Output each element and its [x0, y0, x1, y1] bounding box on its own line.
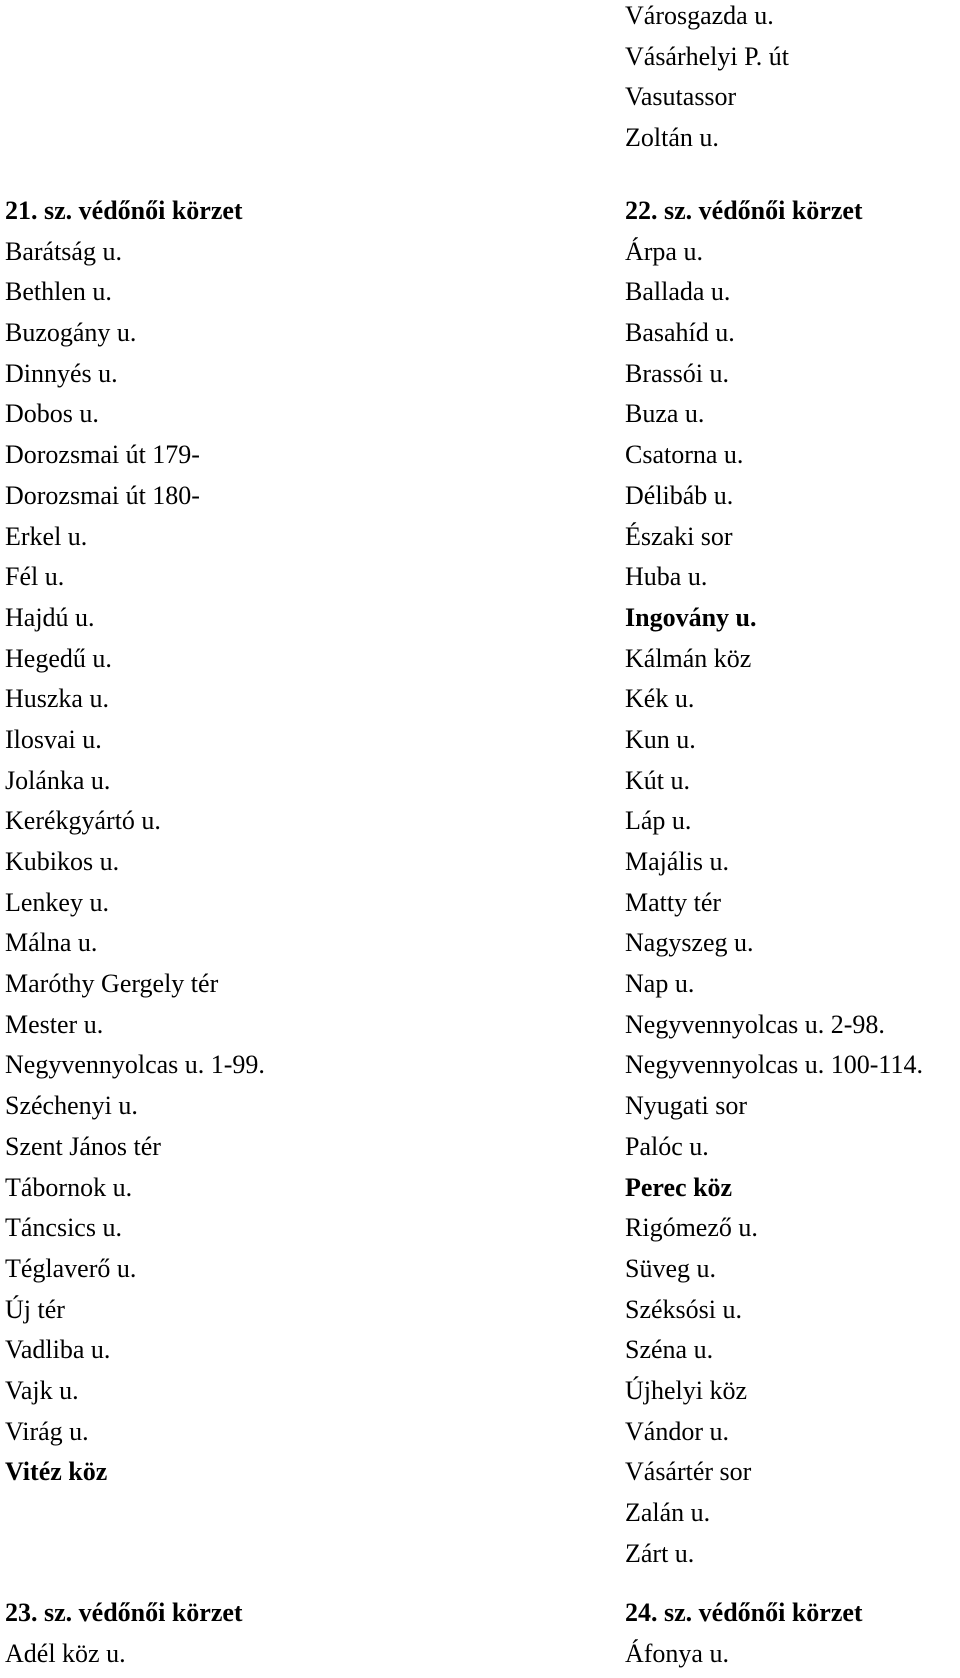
street-name: Huszka u.: [5, 684, 109, 714]
street-name: Áfonya u.: [625, 1638, 729, 1668]
district-21-block: [5, 195, 265, 1497]
district-21-street-list: [5, 236, 265, 1497]
street-name: Városgazda u.: [625, 1, 774, 30]
street-name: Zoltán u.: [625, 123, 719, 153]
street-name: Téglaverő u.: [5, 1253, 137, 1283]
street-name: Kút u.: [625, 765, 690, 795]
street-name: Mester u.: [5, 1009, 104, 1039]
street-name: Csatorna u.: [625, 440, 744, 470]
street-name: Perec köz: [625, 1172, 733, 1202]
district-24-heading: 24. sz. védőnői körzet: [625, 1598, 863, 1627]
street-name: Palóc u.: [625, 1131, 709, 1161]
street-name: Basahíd u.: [625, 318, 735, 348]
street-name: Málna u.: [5, 928, 98, 958]
street-name: Lenkey u.: [5, 887, 109, 917]
street-name: Tábornok u.: [5, 1172, 133, 1202]
street-name: Adél köz u.: [5, 1638, 126, 1668]
street-name: Vásárhelyi P. út: [625, 41, 789, 71]
continued-street-list-block: [625, 0, 789, 163]
street-name: Nap u.: [625, 969, 695, 999]
street-name: Kun u.: [625, 724, 696, 754]
street-name: Vásártér sor: [625, 1457, 752, 1487]
street-name: Árpa u.: [625, 236, 703, 266]
street-name: Nyugati sor: [625, 1091, 748, 1121]
street-name: Bethlen u.: [5, 277, 112, 307]
district-22-street-list: [625, 236, 923, 1579]
street-name: Negyvennyolcas u. 100-114.: [625, 1050, 923, 1080]
continued-street-list: [625, 0, 789, 163]
district-22-block: [625, 195, 923, 1578]
street-name: Erkel u.: [5, 521, 88, 551]
district-23-block: [5, 1597, 243, 1678]
street-name: Dorozsmai út 180-: [5, 480, 200, 510]
street-name: Vasutassor: [625, 82, 737, 112]
street-name: Süveg u.: [625, 1253, 716, 1283]
street-name: Szent János tér: [5, 1131, 161, 1161]
street-name: Virág u.: [5, 1416, 89, 1446]
district-23-street-list: [5, 1638, 243, 1678]
street-name: Dobos u.: [5, 399, 99, 429]
street-name: Ballada u.: [625, 277, 731, 307]
street-name: Hajdú u.: [5, 602, 95, 632]
street-name: Matty tér: [625, 887, 722, 917]
district-22-heading: 22. sz. védőnői körzet: [625, 196, 863, 225]
street-name: Ilosvai u.: [5, 724, 102, 754]
street-name: Rigómező u.: [625, 1213, 758, 1243]
street-name: Negyvennyolcas u. 2-98.: [625, 1009, 885, 1039]
street-name: Széchenyi u.: [5, 1091, 138, 1121]
street-name: Zalán u.: [625, 1498, 711, 1527]
district-23-heading: 23. sz. védőnői körzet: [5, 1598, 243, 1627]
street-name: Kálmán köz: [625, 643, 752, 673]
street-name: Fél u.: [5, 562, 65, 592]
street-name: Barátság u.: [5, 236, 122, 266]
street-name: Dorozsmai út 179-: [5, 440, 200, 470]
street-name: Huba u.: [625, 562, 708, 592]
street-name: Táncsics u.: [5, 1213, 122, 1243]
street-name: Új tér: [5, 1294, 65, 1324]
street-name: Majális u.: [625, 847, 729, 876]
street-name: Negyvennyolcas u. 1-99.: [5, 1050, 265, 1080]
street-name: Délibáb u.: [625, 480, 734, 510]
district-21-heading: 21. sz. védőnői körzet: [5, 196, 243, 225]
street-name: Hegedű u.: [5, 643, 112, 673]
street-name: Újhelyi köz: [625, 1375, 748, 1405]
street-name: Ingovány u.: [625, 602, 757, 632]
street-name: Buza u.: [625, 399, 705, 429]
street-name: Jolánka u.: [5, 765, 111, 795]
street-name: Északi sor: [625, 521, 733, 551]
street-name: Kék u.: [625, 684, 695, 714]
street-name: Zárt u.: [625, 1538, 695, 1568]
street-name: Buzogány u.: [5, 318, 137, 348]
street-name: Maróthy Gergely tér: [5, 969, 219, 999]
street-name: Vadliba u.: [5, 1335, 111, 1365]
district-24-block: [625, 1597, 863, 1678]
street-name: Vándor u.: [625, 1416, 729, 1446]
street-name: Dinnyés u.: [5, 358, 118, 388]
street-name: Vitéz köz: [5, 1457, 108, 1487]
street-name: Kerékgyártó u.: [5, 806, 161, 836]
street-name: Széksósi u.: [625, 1294, 742, 1324]
street-name: Brassói u.: [625, 358, 729, 388]
street-name: Kubikos u.: [5, 847, 120, 876]
street-name: Láp u.: [625, 806, 692, 836]
district-24-street-list: [625, 1638, 863, 1678]
street-name: Széna u.: [625, 1335, 714, 1365]
street-name: Nagyszeg u.: [625, 928, 754, 958]
street-name: Vajk u.: [5, 1375, 79, 1405]
